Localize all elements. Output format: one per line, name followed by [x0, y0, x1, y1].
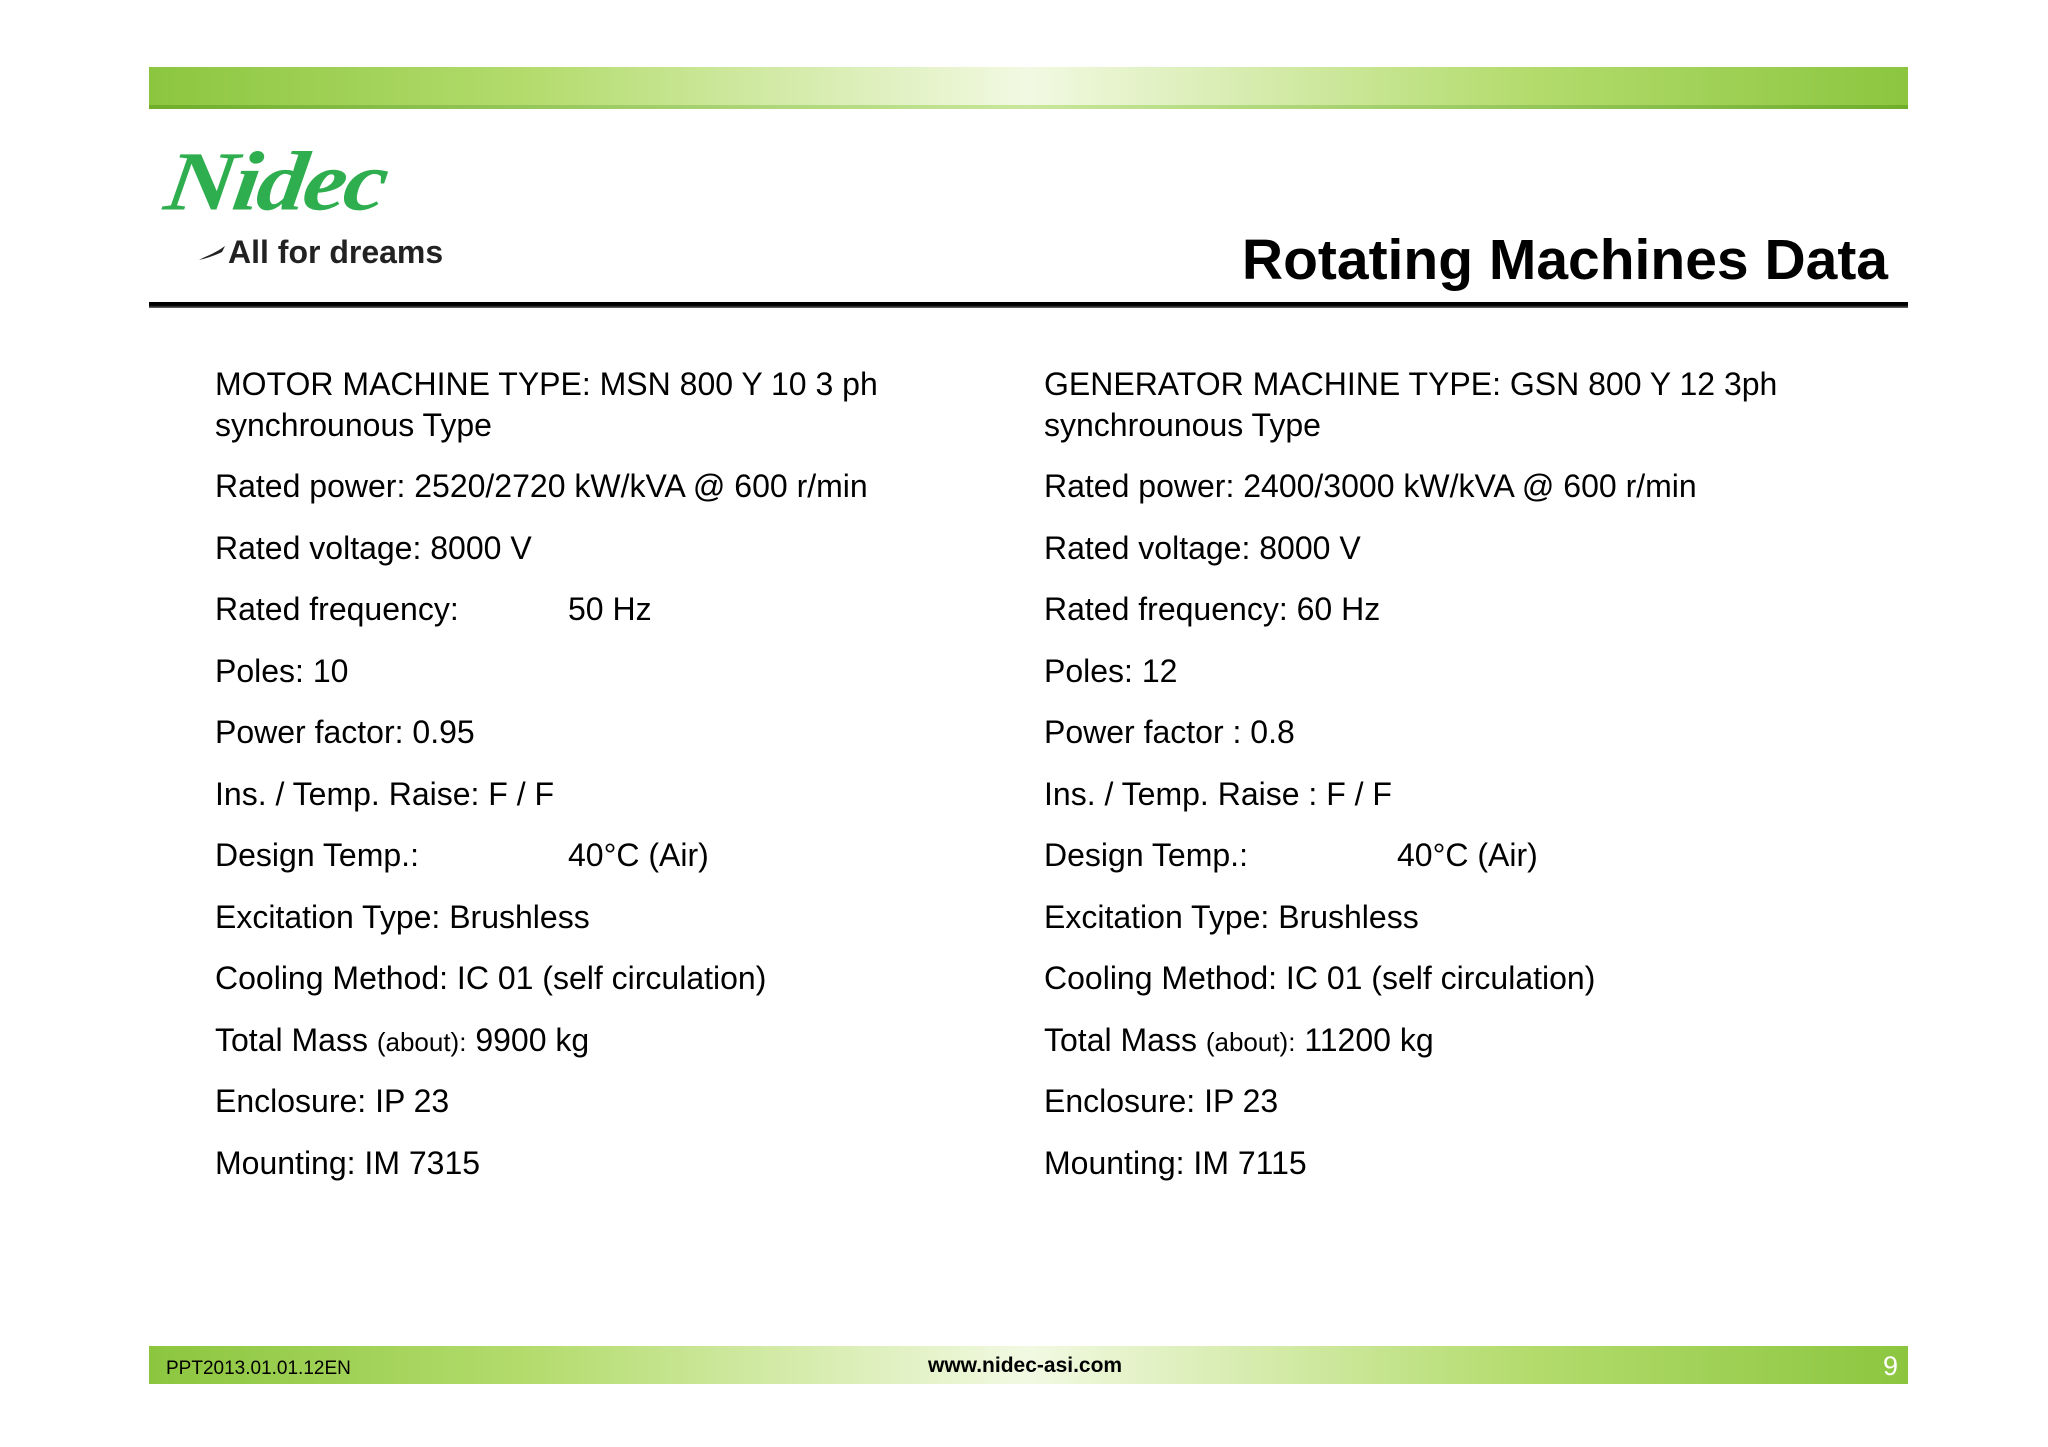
generator-spec-column [1044, 364, 1804, 1203]
page-number: 9 [1882, 1351, 1898, 1381]
generator-design-temp-label: Design Temp.: [1044, 837, 1248, 873]
generator-poles: Poles: 12 [1044, 652, 1178, 689]
motor-rated-frequency-value: 50 Hz [568, 591, 652, 627]
motor-design-temp-value: 40°C (Air) [568, 837, 709, 873]
generator-excitation-type: Excitation Type: Brushless [1044, 898, 1419, 935]
title-divider [149, 302, 1908, 308]
motor-rated-voltage: Rated voltage: 8000 V [215, 529, 532, 566]
motor-design-temp-label: Design Temp.: [215, 837, 419, 873]
nidec-logo: Nidec [159, 135, 392, 229]
motor-ins-temp-raise: Ins. / Temp. Raise: F / F [215, 775, 555, 812]
footer-doc-code: PPT2013.01.01.12EN [166, 1358, 351, 1379]
generator-cooling-method: Cooling Method: IC 01 (self circulation) [1044, 960, 1596, 996]
generator-total-mass [1044, 1019, 1804, 1061]
logo-tagline-group [198, 234, 443, 271]
generator-power-factor: Power factor : 0.8 [1044, 714, 1295, 750]
generator-total-mass-note: (about): [1205, 1026, 1296, 1057]
generator-total-mass-value: 11200 kg [1304, 1021, 1434, 1058]
generator-design-temp [1044, 834, 1804, 876]
generator-rated-voltage: Rated voltage: 8000 V [1044, 529, 1361, 566]
generator-mounting: Mounting: IM 7115 [1044, 1144, 1307, 1181]
motor-mounting: Mounting: IM 7315 [215, 1144, 481, 1181]
motor-total-mass-label: Total Mass [215, 1021, 368, 1058]
page-title: Rotating Machines Data [1241, 228, 1888, 292]
motor-power-factor: Power factor: 0.95 [215, 714, 475, 750]
motor-total-mass [215, 1019, 975, 1061]
motor-rated-frequency-label: Rated frequency: [215, 591, 459, 627]
generator-rated-frequency: Rated frequency: 60 Hz [1044, 591, 1381, 627]
motor-spec-column [215, 364, 975, 1203]
motor-rated-power: Rated power: 2520/2720 kW/kVA @ 600 r/min [215, 468, 868, 504]
motor-excitation-type: Excitation Type: Brushless [215, 898, 590, 935]
motor-rated-frequency [215, 588, 975, 630]
generator-ins-temp-raise: Ins. / Temp. Raise : F / F [1044, 775, 1392, 812]
motor-cooling-method: Cooling Method: IC 01 (self circulation) [215, 960, 767, 996]
swoosh-icon [198, 242, 226, 264]
logo-tagline: All for dreams [228, 234, 444, 270]
motor-machine-type: MOTOR MACHINE TYPE: MSN 800 Y 10 3 ph synchrounous Type [215, 366, 878, 443]
generator-design-temp-value: 40°C (Air) [1397, 837, 1538, 873]
top-accent-bar [149, 67, 1908, 109]
footer-url: www.nidec-asi.com [928, 1354, 1123, 1377]
generator-machine-type: GENERATOR MACHINE TYPE: GSN 800 Y 12 3ph synchrounous Type [1044, 366, 1778, 443]
motor-poles: Poles: 10 [215, 652, 349, 689]
motor-total-mass-value: 9900 kg [475, 1021, 590, 1058]
motor-total-mass-note: (about): [376, 1026, 467, 1057]
motor-design-temp [215, 834, 975, 876]
generator-rated-power: Rated power: 2400/3000 kW/kVA @ 600 r/min [1044, 468, 1697, 504]
motor-enclosure: Enclosure: IP 23 [215, 1083, 450, 1119]
generator-total-mass-label: Total Mass [1044, 1021, 1197, 1058]
generator-enclosure: Enclosure: IP 23 [1044, 1083, 1279, 1119]
